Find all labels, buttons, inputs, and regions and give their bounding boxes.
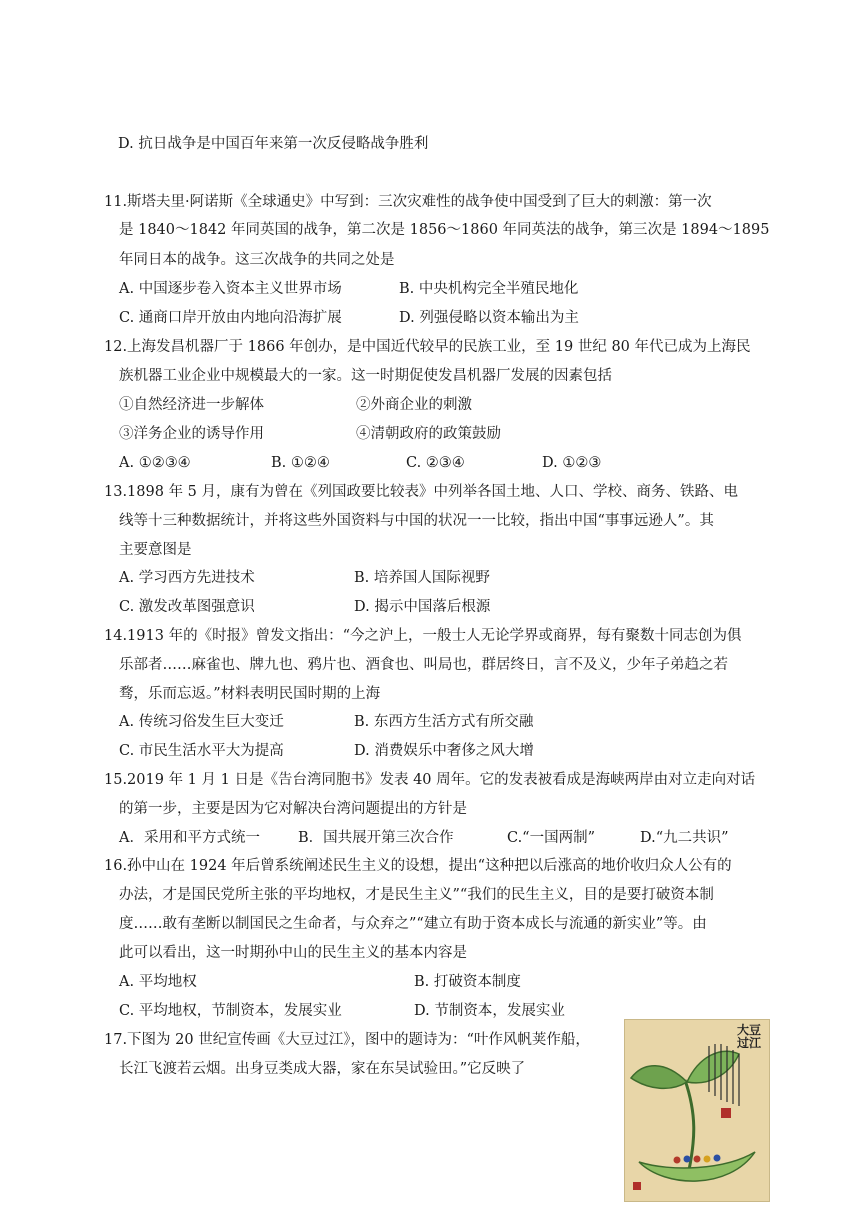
q16-option-d: D. 节制资本，发展实业 — [414, 1003, 565, 1019]
q11-stem-line-1: 11.斯塔夫里·阿诺斯《全球通史》中写到：三次灾难性的战争使中国受到了巨大的刺激：第一次 — [104, 194, 712, 210]
q13-option-d: D. 揭示中国落后根源 — [354, 599, 491, 615]
q12-item-1: ①自然经济进一步解体 — [119, 397, 264, 413]
q11-stem-line-3: 年同日本的战争。这三次战争的共同之处是 — [119, 252, 395, 268]
q12-option-c: C. ②③④ — [406, 455, 465, 471]
q14-stem-line-3: 骛，乐而忘返。”材料表明民国时期的上海 — [119, 686, 381, 702]
painting-title-text: 大豆过江 — [737, 1023, 762, 1050]
q13-stem-line-2: 线等十三种数据统计，并将这些外国资料与中国的状况一一比较，指出中国“事事远逊人”。其 — [119, 513, 714, 529]
q11-option-a: A. 中国逐步卷入资本主义世界市场 — [119, 281, 342, 297]
q14-option-c: C. 市民生活水平大为提高 — [119, 743, 284, 759]
q16-option-a: A. 平均地权 — [119, 974, 197, 990]
q12-item-4: ④清朝政府的政策鼓励 — [356, 426, 501, 442]
q16-option-c: C. 平均地权，节制资本，发展实业 — [119, 1003, 342, 1019]
q14-option-d: D. 消费娱乐中奢侈之风大增 — [354, 743, 534, 759]
q17-stem-line-2: 长江飞渡若云烟。出身豆类成大器，家在东吴试验田。”它反映了 — [119, 1061, 526, 1077]
q12-stem-line-2: 族机器工业企业中规模最大的一家。这一时期促使发昌机器厂发展的因素包括 — [119, 368, 612, 384]
q10-option-d: D. 抗日战争是中国百年来第一次反侵略战争胜利 — [118, 136, 429, 152]
q13-option-a: A. 学习西方先进技术 — [119, 570, 255, 586]
q13-option-c: C. 激发改革图强意识 — [119, 599, 255, 615]
q11-option-b: B. 中央机构完全半殖民地化 — [399, 281, 579, 297]
q15-stem-line-2: 的第一步，主要是因为它对解决台湾问题提出的方针是 — [119, 801, 467, 817]
q13-option-b: B. 培养国人国际视野 — [354, 570, 490, 586]
q16-option-b: B. 打破资本制度 — [414, 974, 521, 990]
q11-option-c: C. 通商口岸开放由内地向沿海扩展 — [119, 310, 342, 326]
q14-stem-line-1: 14.1913 年的《时报》曾发文指出：“今之沪上，一般士人无论学界或商界，每有聚数十同志创为俱 — [104, 628, 742, 644]
q16-stem-line-2: 办法，才是国民党所主张的平均地权，才是民生主义”“我们的民生主义，目的是要打破资本制 — [119, 887, 714, 903]
q16-stem-line-3: 度……敢有垄断以制国民之生命者，与众弃之”“建立有助于资本成长与流通的新实业”等。由 — [119, 916, 707, 932]
q14-stem-line-2: 乐部者……麻雀也、牌九也、鸦片也、酒食也、叫局也，群居终日，言不及义，少年子弟趋之若 — [119, 657, 728, 673]
q15-option-c: C.“一国两制” — [507, 830, 596, 846]
q12-option-d: D. ①②③ — [542, 455, 602, 471]
q13-stem-line-1: 13.1898 年 5 月，康有为曾在《列国政要比较表》中列举各国土地、人口、学校、商务、铁路、电 — [104, 484, 739, 500]
q17-stem-line-1: 17.下图为 20 世纪宣传画《大豆过江》，图中的题诗为：“叶作风帆荚作船， — [104, 1032, 590, 1048]
q15-option-d: D.“九二共识” — [640, 830, 729, 846]
q16-stem-line-1: 16.孙中山在 1924 年后曾系统阐述民生主义的设想，提出“这种把以后涨高的地价收归众人公有的 — [104, 858, 732, 874]
q15-option-a: A．采用和平方式统一 — [119, 830, 260, 846]
q15-stem-line-1: 15.2019 年 1 月 1 日是《告台湾同胞书》发表 40 周年。它的发表被看成是海峡两岸由对立走向对话 — [104, 772, 756, 788]
propaganda-painting-image — [624, 1019, 770, 1202]
q16-stem-line-4: 此可以看出，这一时期孙中山的民生主义的基本内容是 — [119, 945, 467, 961]
q14-option-b: B. 东西方生活方式有所交融 — [354, 714, 534, 730]
q14-option-a: A. 传统习俗发生巨大变迁 — [119, 714, 284, 730]
q12-item-3: ③洋务企业的诱导作用 — [119, 426, 264, 442]
q13-stem-line-3: 主要意图是 — [119, 542, 192, 558]
q11-stem-line-2: 是 1840～1842 年同英国的战争，第二次是 1856～1860 年同英法的战争，第三次是 1894～1895 — [119, 222, 770, 238]
q12-item-2: ②外商企业的刺激 — [356, 397, 472, 413]
q12-stem-line-1: 12.上海发昌机器厂于 1866 年创办，是中国近代较早的民族工业，至 19 世纪 80 年代已成为上海民 — [104, 339, 751, 355]
q15-option-b: B．国共展开第三次合作 — [298, 830, 454, 846]
q12-option-b: B. ①②④ — [271, 455, 330, 471]
q12-option-a: A. ①②③④ — [119, 455, 191, 471]
q11-option-d: D. 列强侵略以资本输出为主 — [399, 310, 579, 326]
